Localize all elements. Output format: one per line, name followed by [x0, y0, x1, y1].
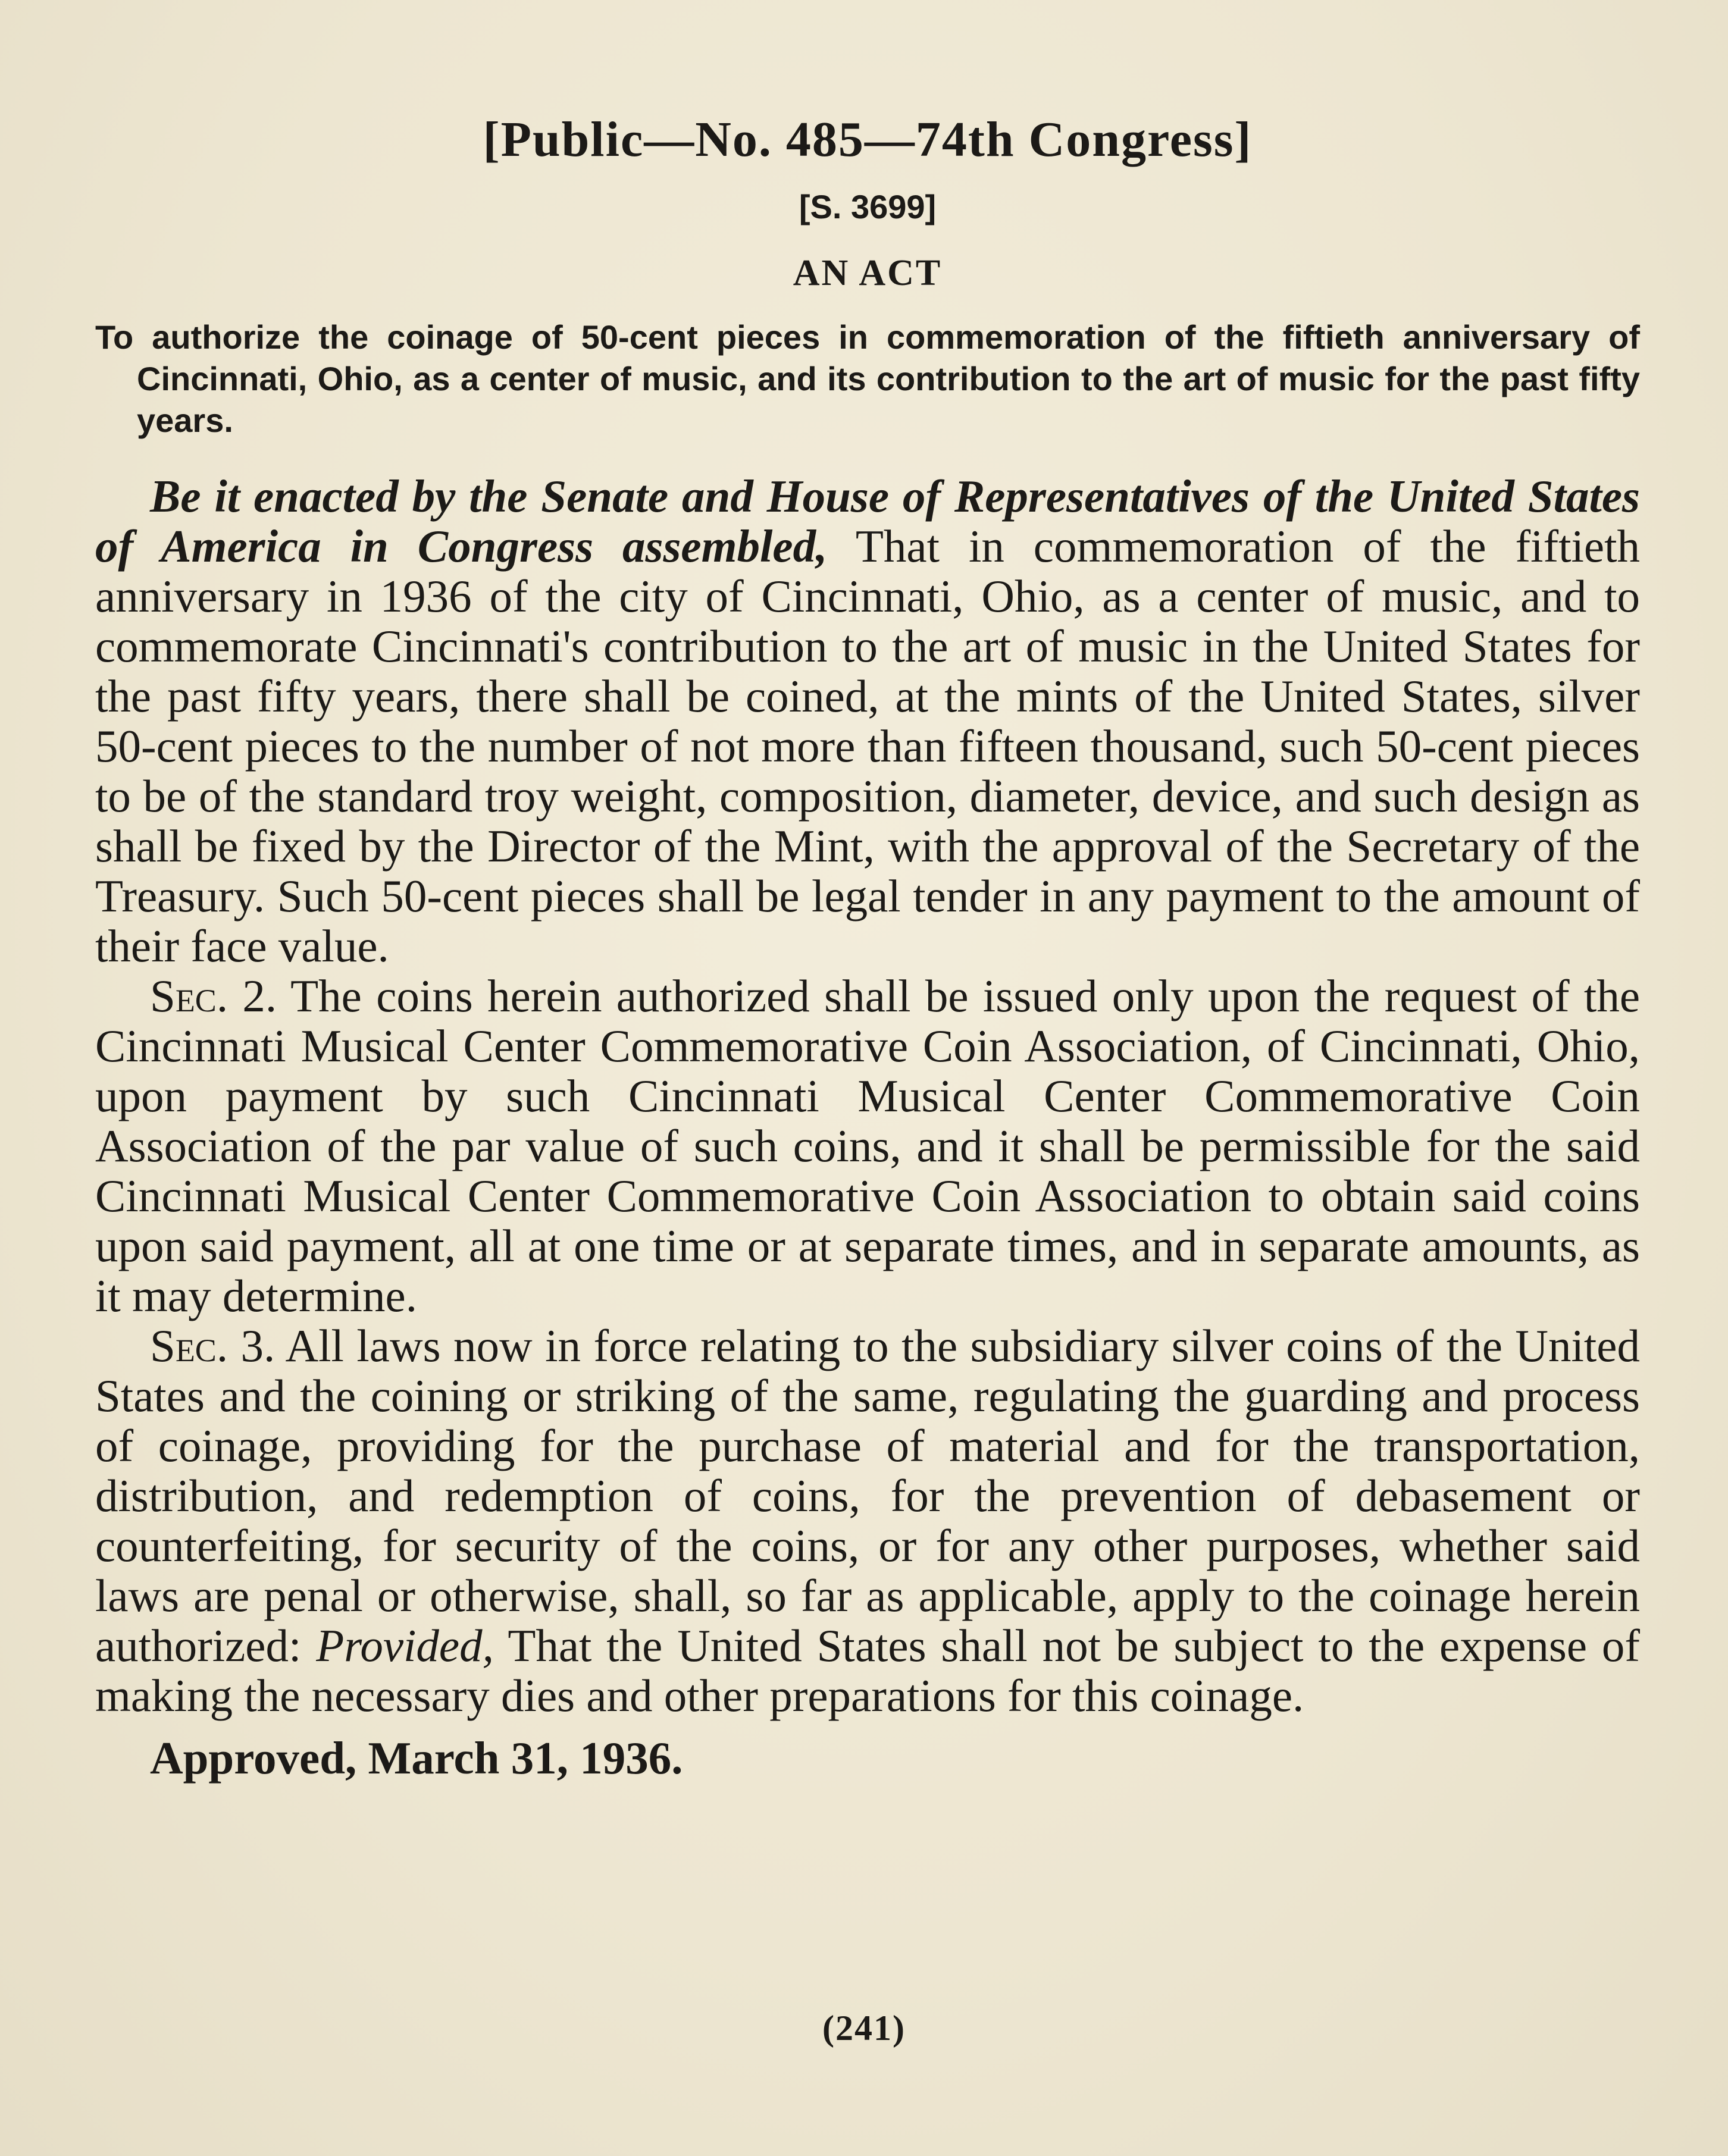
section-3-label: Sec. 3. [150, 1320, 276, 1371]
section-2-label: Sec. 2. [150, 970, 277, 1021]
section-3-text-a: All laws now in force relating to the subsidiary silver coins of the United States and the coining or striking of the same, regulating the guarding and process of coinage, providing for the purchase of material and for the transportation, distribution, and redemption of coins, for the prevention of debasement or counterfeiting, for security of the coins, or for any other purposes, whether said laws are penal or otherwise, shall, so far as applicable, apply to the coinage herein authorized: [95, 1320, 1640, 1671]
section-2-text: The coins herein authorized shall be issued only upon the request of the Cincinnati Musical Center Commemorative Coin Association, of Cincinnati, Ohio, upon payment by such Cincinnati Musical Center Commemorative Coin Association of the par value of such coins, and it shall be permissible for the said Cincinnati Musical Center Commemorative Coin Association to obtain said coins upon said payment, all at one time or at separate times, and in separate amounts, as it may determine. [95, 970, 1640, 1321]
act-title: AN ACT [793, 253, 943, 293]
enacting-clause: Be it enacted by the Senate and House of Representatives of the United States of America in Congress assembled, [95, 471, 1640, 572]
section-2 [95, 971, 1640, 1321]
approval-date: Approved, March 31, 1936. [150, 1732, 683, 1784]
section-1-text: That in commemoration of the fiftieth anniversary in 1936 of the city of Cincinnati, Ohio, as a center of music, and to commemorate Cincinnati's contribution to the art of music in the United States for the past fifty years, there shall be coined, at the mints of the United States, silver 50-cent pieces to the number of not more than fifteen thousand, such 50-cent pieces to be of the standard troy weight, composition, diameter, device, and such design as shall be fixed by the Director of the Mint, with the approval of the Secretary of the Treasury. Such 50-cent pieces shall be legal tender in any payment to the amount of their face value. [95, 521, 1640, 972]
section-3 [95, 1321, 1640, 1721]
page-number: (241) [822, 2008, 906, 2048]
bill-number: [S. 3699] [799, 188, 937, 225]
public-law-heading [95, 107, 1640, 173]
public-law-text: [Public—No. 485—74th Congress] [483, 112, 1253, 167]
purpose-clause: To authorize the coinage of 50-cent pieces in commemoration of the fiftieth anniversary of Cincinnati, Ohio, as a center of music, and its contribution to the art of music for the past fifty years. [95, 318, 1640, 439]
section-3-proviso: Provided, [316, 1620, 494, 1671]
document-content [95, 89, 1640, 1785]
act-body [95, 471, 1640, 1721]
section-1 [95, 471, 1640, 971]
section-3-text-b: That the United States shall not be subject to the expense of making the necessary dies and other preparations for this coinage. [95, 1620, 1641, 1721]
